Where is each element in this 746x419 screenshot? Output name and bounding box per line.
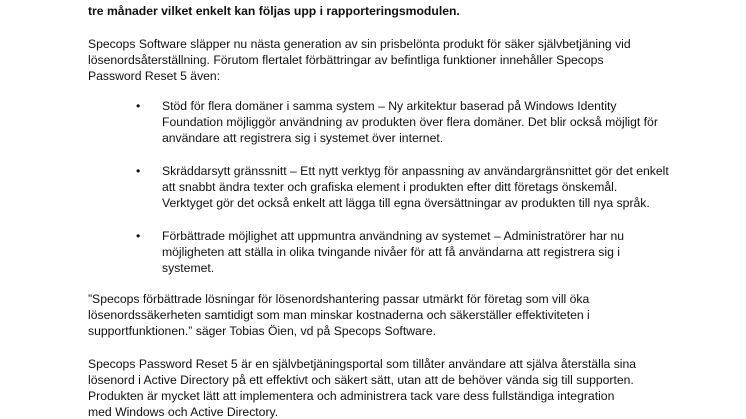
intro-tail-line: tre månader vilket enkelt kan följas upp i rapporteringsmodulen. bbox=[88, 4, 460, 18]
paragraph-line: lösenord i Active Directory på ett effektivt och säkert sätt, utan att de behöver vända sig till supporten. bbox=[88, 373, 634, 387]
list-item-line: Förbättrade möjlighet att uppmuntra användning av systemet – Administratörer har nu bbox=[162, 229, 625, 243]
bullet-marker: • bbox=[136, 229, 141, 243]
list-item-line: Stöd för flera domäner i samma system – Ny arkitektur baserad på Windows Identity bbox=[162, 99, 617, 113]
paragraph-line: lösenordsåterställning. Förutom flertalet förbättringar av befintliga funktioner innehåller Specops bbox=[88, 53, 604, 67]
paragraph-line: Specops Software släpper nu nästa generation av sin prisbelönta produkt för säker självbetjäning vid bbox=[88, 37, 631, 51]
list-item-line: Skräddarsytt gränssnitt – Ett nytt verktyg för anpassning av användargränsnittet gör det enkelt bbox=[162, 164, 669, 178]
list-item-line: systemet. bbox=[162, 261, 215, 275]
bullet-marker: • bbox=[136, 164, 141, 178]
paragraph-line: Specops Password Reset 5 är en självbetjäningsportal som tillåter användare att själva återställa sina bbox=[88, 357, 637, 371]
list-item-line: möjligheten att ställa in olika tvingande nivåer för att få användarna att registrera sig i bbox=[162, 245, 620, 259]
paragraph-line: ”Specops förbättrade lösningar för lösenordshantering passar utmärkt för företag som vill öka bbox=[88, 292, 590, 306]
paragraph-line: Produkten är mycket lätt att implementera och administrera tack vare dess fullständiga integration bbox=[88, 389, 615, 403]
paragraph-line: supportfunktionen.” säger Tobias Öien, vd på Specops Software. bbox=[88, 324, 437, 338]
list-item-line: att snabbt ändra texter och grafiska element i produkten efter ditt företags önskemål. bbox=[162, 180, 618, 194]
paragraph-line: lösenordssäkerheten samtidigt som man minskar kostnaderna och säkerställer effektiviteten i bbox=[88, 308, 590, 322]
list-item-line: användare att registrera sig i systemet över internet. bbox=[162, 131, 444, 145]
paragraph-line: Password Reset 5 även: bbox=[88, 69, 221, 83]
paragraph-line: med Windows och Active Directory. bbox=[88, 405, 279, 419]
list-item-line: Verktyget gör det också enkelt att lägga till egna översättningar av produkten till nya språk. bbox=[162, 196, 650, 210]
document-page bbox=[88, 0, 688, 419]
list-item-line: Foundation möjliggör användning av produkten över flera domäner. Det blir också möjligt för bbox=[162, 115, 658, 129]
bullet-marker: • bbox=[136, 99, 141, 113]
